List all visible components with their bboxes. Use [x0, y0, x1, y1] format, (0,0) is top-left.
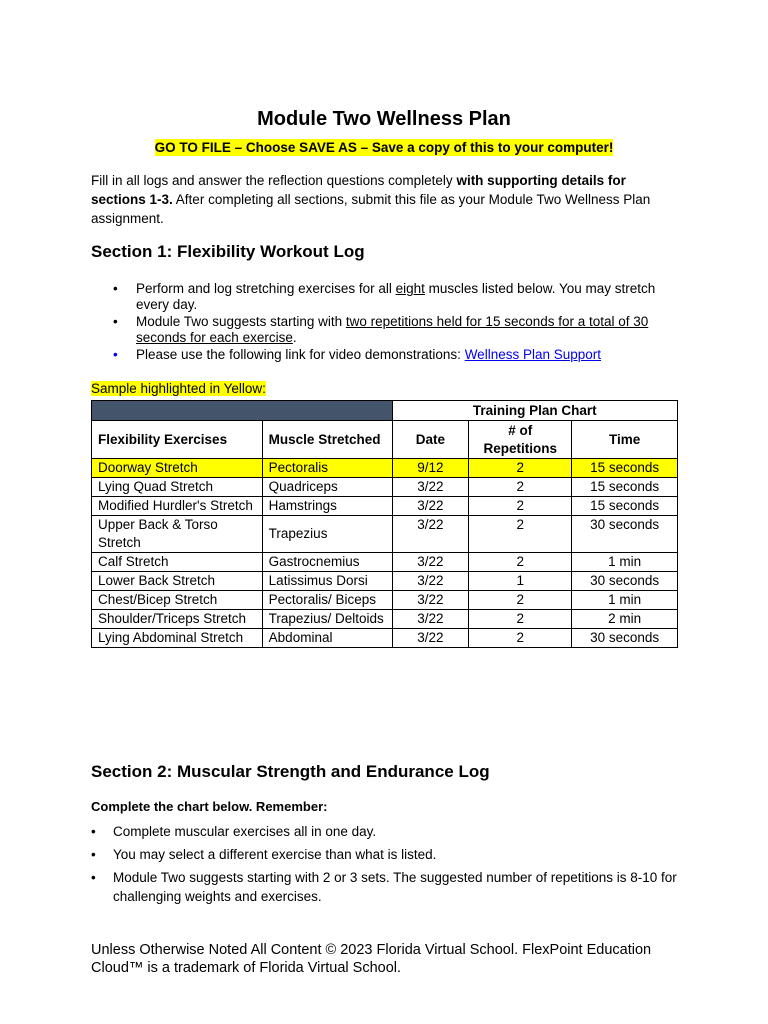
cell-reps[interactable]: 2	[469, 629, 572, 648]
cell-exercise[interactable]: Lower Back Stretch	[92, 572, 263, 591]
cell-exercise[interactable]: Lying Quad Stretch	[92, 478, 263, 497]
cell-reps[interactable]: 2	[469, 497, 572, 516]
bullet-text: Module Two suggests starting with 2 or 3 sets. The suggested number of repetitions is 8-10 for challenging weights and exercises.	[113, 870, 677, 904]
cell-muscle[interactable]: Quadriceps	[262, 478, 392, 497]
cell-muscle[interactable]: Latissimus Dorsi	[262, 572, 392, 591]
section2-bullet-3	[91, 868, 681, 906]
cell-reps[interactable]: 2	[469, 610, 572, 629]
table-row	[92, 572, 678, 591]
cell-date[interactable]: 9/12	[392, 459, 469, 478]
bullet-dot-icon: •	[91, 870, 96, 885]
section2-bullet-1	[91, 822, 681, 841]
sample-label-text: Sample highlighted in Yellow:	[91, 381, 266, 396]
section2-heading: Section 2: Muscular Strength and Endurance Log	[91, 762, 490, 781]
cell-exercise[interactable]: Doorway Stretch	[92, 459, 263, 478]
cell-muscle[interactable]: Gastrocnemius	[262, 553, 392, 572]
cell-exercise[interactable]: Calf Stretch	[92, 553, 263, 572]
cell-time[interactable]: 30 seconds	[572, 516, 678, 553]
bullet-text: muscles listed below. You may stretch every day.	[136, 281, 656, 312]
cell-date[interactable]: 3/22	[392, 516, 469, 553]
cell-date[interactable]: 3/22	[392, 478, 469, 497]
cell-time[interactable]: 15 seconds	[572, 478, 678, 497]
intro-bold-text: with supporting details for sections 1-3.	[91, 173, 626, 207]
bullet-underlined-text: eight	[395, 281, 425, 296]
section1-bullet-3	[91, 347, 681, 363]
table-row	[92, 553, 678, 572]
save-banner-text: GO TO FILE – Choose SAVE AS – Save a copy of this to your computer!	[154, 140, 614, 155]
section1-heading: Section 1: Flexibility Workout Log	[91, 242, 365, 261]
col-header-muscle: Muscle Stretched	[262, 421, 392, 459]
bullet-dot-icon: •	[91, 824, 96, 839]
col-header-date: Date	[392, 421, 469, 459]
intro-text-2: After completing all sections, submit this file as your Module Two Wellness Plan assignment.	[91, 192, 651, 226]
cell-muscle[interactable]: Pectoralis/ Biceps	[262, 591, 392, 610]
table-group-header-row	[92, 401, 678, 421]
cell-date[interactable]: 3/22	[392, 572, 469, 591]
cell-time[interactable]: 15 seconds	[572, 497, 678, 516]
bullet-underlined-text: two repetitions held for 15 seconds for a total of 30 seconds for each exercise	[136, 314, 649, 345]
bullet-dot-icon: •	[113, 347, 118, 362]
cell-reps[interactable]: 2	[469, 478, 572, 497]
cell-exercise[interactable]: Lying Abdominal Stretch	[92, 629, 263, 648]
table-column-header-row	[92, 421, 678, 459]
table-row	[92, 629, 678, 648]
cell-exercise[interactable]: Modified Hurdler's Stretch	[92, 497, 263, 516]
cell-time[interactable]: 1 min	[572, 591, 678, 610]
cell-time[interactable]: 2 min	[572, 610, 678, 629]
cell-muscle[interactable]: Pectoralis	[262, 459, 392, 478]
training-plan-chart-header: Training Plan Chart	[392, 401, 677, 421]
cell-time[interactable]: 15 seconds	[572, 459, 678, 478]
cell-time[interactable]: 1 min	[572, 553, 678, 572]
save-banner	[0, 139, 768, 157]
cell-reps[interactable]: 2	[469, 591, 572, 610]
wellness-plan-support-link[interactable]: Wellness Plan Support	[464, 347, 602, 362]
intro-paragraph	[91, 171, 681, 228]
section1-bullet-1	[91, 281, 681, 313]
cell-date[interactable]: 3/22	[392, 497, 469, 516]
cell-reps[interactable]: 2	[469, 553, 572, 572]
bullet-text: Complete muscular exercises all in one day.	[113, 824, 377, 839]
bullet-text: Module Two suggests starting with	[136, 314, 346, 329]
table-row	[92, 459, 678, 478]
section2-subheading: Complete the chart below. Remember:	[91, 799, 328, 814]
table-row	[92, 610, 678, 629]
cell-date[interactable]: 3/22	[392, 629, 469, 648]
sample-label	[91, 381, 266, 396]
cell-muscle[interactable]: Trapezius	[262, 516, 392, 553]
cell-time[interactable]: 30 seconds	[572, 572, 678, 591]
table-row	[92, 478, 678, 497]
table-row	[92, 516, 678, 553]
bullet-text: Please use the following link for video demonstrations:	[136, 347, 465, 362]
table-row	[92, 497, 678, 516]
cell-reps[interactable]: 1	[469, 572, 572, 591]
cell-reps[interactable]: 2	[469, 516, 572, 553]
cell-muscle[interactable]: Abdominal	[262, 629, 392, 648]
cell-muscle[interactable]: Trapezius/ Deltoids	[262, 610, 392, 629]
bullet-dot-icon: •	[91, 847, 96, 862]
cell-exercise[interactable]: Upper Back & Torso Stretch	[92, 516, 263, 553]
cell-exercise[interactable]: Chest/Bicep Stretch	[92, 591, 263, 610]
section1-bullet-list	[91, 281, 681, 364]
section2-bullet-2	[91, 845, 681, 864]
section1-bullet-2	[91, 314, 681, 346]
intro-text-1: Fill in all logs and answer the reflection questions completely	[91, 173, 457, 188]
table-dark-header-cell	[92, 401, 393, 421]
col-header-exercise: Flexibility Exercises	[92, 421, 263, 459]
cell-time[interactable]: 30 seconds	[572, 629, 678, 648]
bullet-dot-icon: •	[113, 281, 118, 296]
cell-reps[interactable]: 2	[469, 459, 572, 478]
cell-exercise[interactable]: Shoulder/Triceps Stretch	[92, 610, 263, 629]
bullet-text: .	[292, 330, 297, 345]
bullet-dot-icon: •	[113, 314, 118, 329]
bullet-text: Perform and log stretching exercises for all	[136, 281, 396, 296]
cell-date[interactable]: 3/22	[392, 591, 469, 610]
table-row	[92, 591, 678, 610]
section2-bullet-list	[91, 822, 681, 910]
flexibility-log-table	[91, 400, 678, 648]
col-header-reps: # of Repetitions	[469, 421, 572, 459]
bullet-text: You may select a different exercise than what is listed.	[113, 847, 437, 862]
col-header-time: Time	[572, 421, 678, 459]
cell-muscle[interactable]: Hamstrings	[262, 497, 392, 516]
cell-date[interactable]: 3/22	[392, 553, 469, 572]
footer-copyright: Unless Otherwise Noted All Content © 2023 Florida Virtual School. FlexPoint Education Cloud™ is a trademark of Florida Virtual School.	[91, 942, 652, 976]
page-title: Module Two Wellness Plan	[257, 108, 511, 130]
cell-date[interactable]: 3/22	[392, 610, 469, 629]
